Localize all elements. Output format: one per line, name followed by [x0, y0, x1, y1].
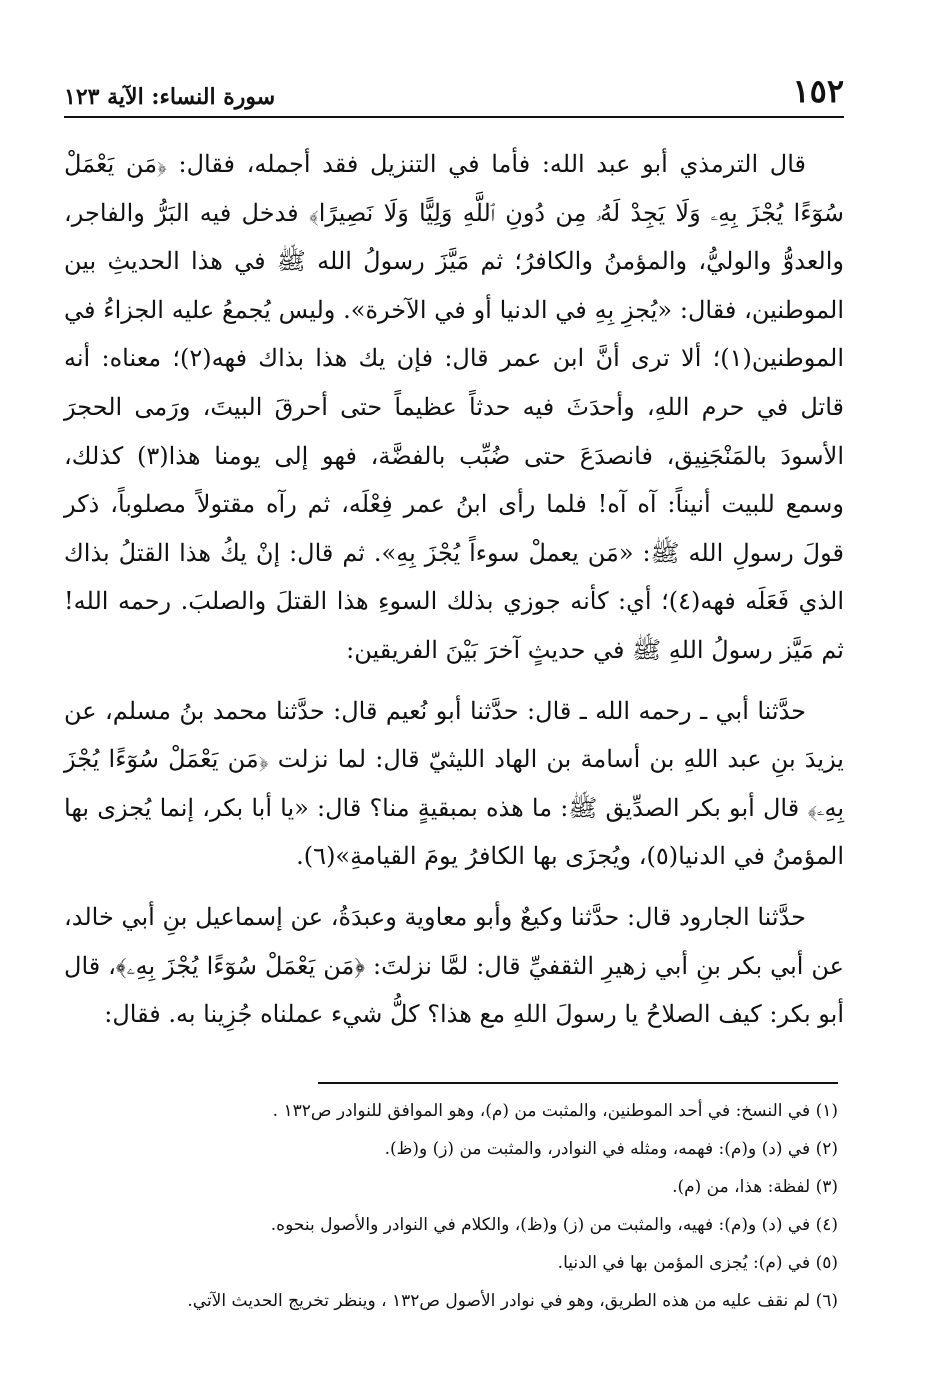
page-number: ١٥٢	[792, 72, 844, 110]
footnote-3: (٣) لفظة: هذا، من (م).	[672, 1177, 838, 1197]
running-title: سورة النساء: الآية ١٢٣	[64, 84, 276, 110]
footnote-4: (٤) في (د) و(م): فهيه، والمثبت من (ز) و(ظ)، والكلام في النوادر والأصول بنحوه.	[270, 1215, 838, 1235]
paragraph-2: حدَّثنا أبي ـ رحمه الله ـ قال: حدَّثنا أبو نُعيم قال: حدَّثنا محمد بنُ مسلم، عن يزيدَ بنِ عبد اللهِ بن أسامة بن الهاد الليثيّ قال: لما نزلت ﴿مَن يَعْمَلْ سُوٓءًا يُجْزَ بِهِۦ﴾ قال أبو بكر الصدِّيق ﷺ: ما هذه بمبقيةٍ منا؟ قال: «يا أبا بكر، إنما يُجزى بها المؤمنُ في الدنيا(٥)، ويُجزَى بها الكافرُ يومَ القيامةِ»(٦).	[64, 696, 844, 871]
body-text	[64, 140, 844, 1051]
paragraph-1: قال الترمذي أبو عبد الله: فأما في التنزيل فقد أجمله، فقال: ﴿مَن يَعْمَلْ سُوٓءًا يُجْزَ بِهِۦ وَلَا يَجِدْ لَهُۥ مِن دُونِ ٱللَّهِ وَلِيًّا وَلَا نَصِيرًا﴾ فدخل فيه البَرُّ والفاجر، والعدوُّ والوليُّ، والمؤمنُ والكافرُ؛ ثم مَيَّزَ رسولُ الله ﷺ في هذا الحديثِ بين الموطنين، فقال: «يُجزِ بِهِ في الدنيا أو في الآخرة». وليس يُجمعُ عليه الجزاءُ في الموطنين(١)؛ ألا ترى أنَّ ابن عمر قال: فإن يك هذا بذاك فهه(٢)؛ معناه: أنه قاتل في حرم اللهِ، وأحدَثَ فيه حدثاً عظيماً حتى أحرقَ البيتَ، ورَمى الحجرَ الأسودَ بالمَنْجَنِيق، فانصدَعَ حتى ضُبِّب بالفضَّة، فهو إلى يومنا هذا(٣) كذلك، وسمع للبيت أنيناً: آه آه! فلما رأى ابنُ عمر فِعْلَه، ثم رآه مقتولاً مصلوباً، ذكر قولَ رسولِ الله ﷺ: «مَن يعملْ سوءاً يُجْزَ بِهِ». ثم قال: إنْ يكُ هذا القتلُ بذاك الذي فَعَلَه فهه(٤)؛ أي: كأنه جوزي بذلك السوءِ هذا القتلَ والصلبَ. رحمه الله! ثم مَيَّز رسولُ اللهِ ﷺ في حديثٍ آخرَ بَيْنَ الفريقين:	[64, 150, 844, 664]
paragraph-3: حدَّثنا الجارود قال: حدَّثنا وكيعٌ وأبو معاوية وعبدَةُ، عن إسماعيل بنِ أبي خالد، عن أبي بكر بنِ أبي زهيرِ الثقفيِّ قال: لمَّا نزلتَ: ﴿مَن يَعْمَلْ سُوٓءًا يُجْزَ بِهِۦ﴾، قال أبو بكر: كيف الصلاحُ يا رسولَ اللهِ مع هذا؟ كلُّ شيء عملناه جُزِينا به. فقال:	[64, 902, 844, 1029]
footnote-1: (١) في النسخ: في أحد الموطنين، والمثبت من (م)، وهو الموافق للنوادر ص١٣٢ .	[272, 1101, 838, 1121]
footnote-divider	[318, 1082, 838, 1084]
footnote-5: (٥) في (م): يُجزى المؤمن بها في الدنيا.	[557, 1253, 838, 1273]
page-header	[64, 70, 844, 110]
footnote-6: (٦) لم نقف عليه من هذه الطريق، وهو في نوادر الأصول ص١٣٢ ، وينظر تخريج الحديث الآتي.	[187, 1291, 838, 1311]
footnote-2: (٢) في (د) و(م): فهمه، ومثله في النوادر، والمثبت من (ز) و(ظ).	[384, 1139, 838, 1159]
header-divider	[64, 116, 844, 118]
footnotes	[100, 1092, 838, 1320]
